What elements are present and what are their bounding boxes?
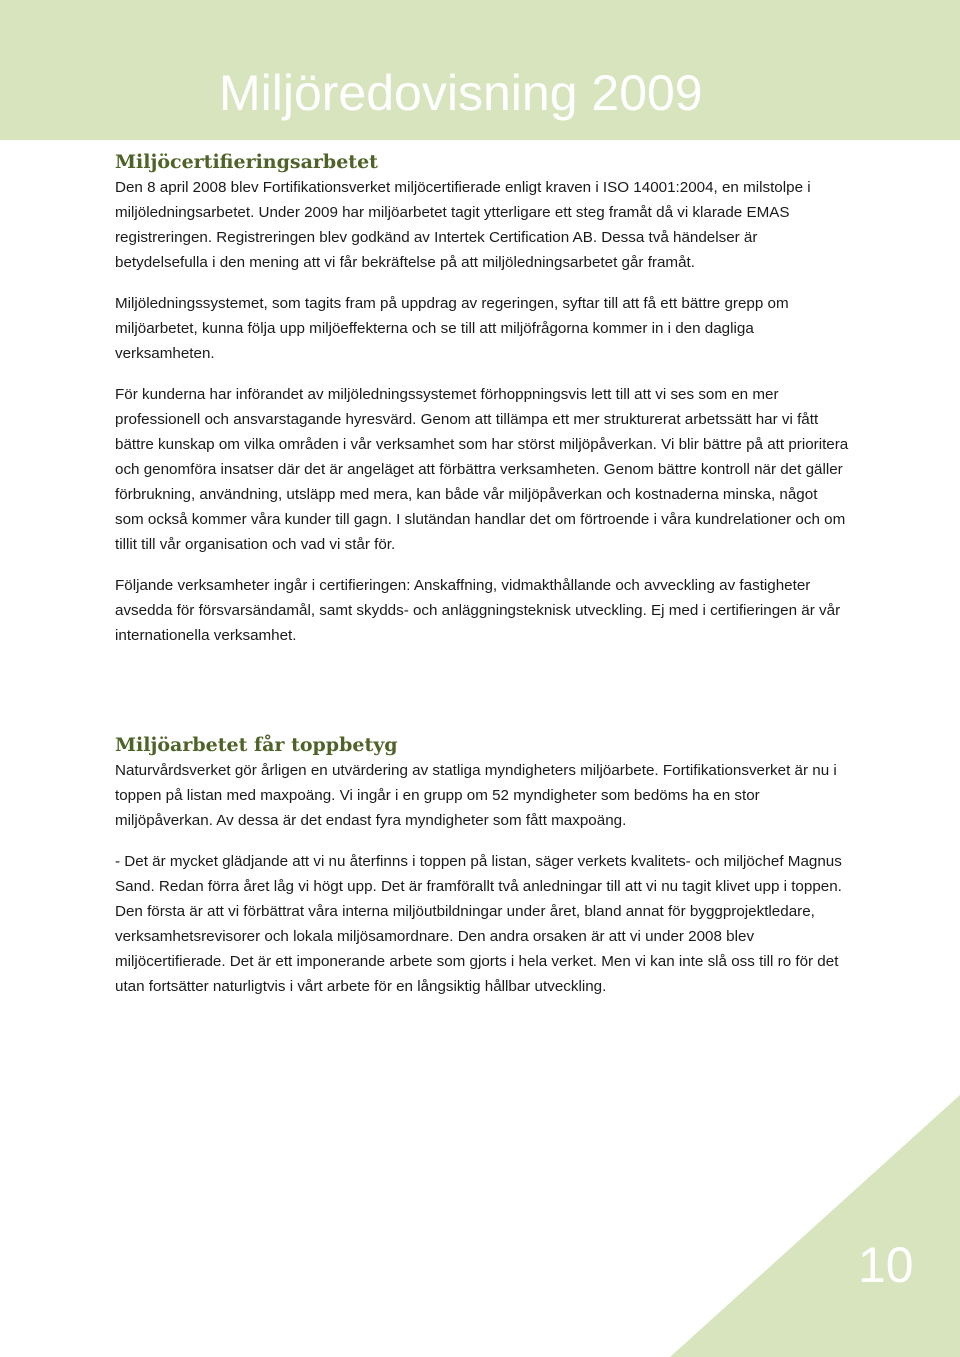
section-top-rating bbox=[115, 732, 850, 999]
page-title: Miljöredovisning 2009 bbox=[219, 65, 703, 121]
section-certification bbox=[115, 149, 850, 648]
section-heading: Miljöcertifieringsarbetet bbox=[115, 151, 378, 173]
section-heading: Miljöarbetet får toppbetyg bbox=[115, 734, 398, 756]
paragraph: Naturvårdsverket gör årligen en utvärdering av statliga myndigheters miljöarbete. Fortifikationsverket är nu i toppen på listan med maxpoäng. Vi ingår i en grupp om 52 myndigheter som bedöms ha en stor miljöpåverkan. Av dessa är det endast fyra myndigheter som fått maxpoäng. bbox=[115, 762, 837, 829]
paragraph: Miljöledningssystemet, som tagits fram på uppdrag av regeringen, syftar till att få ett bättre grepp om miljöarbetet, kunna följa upp miljöeffekterna och se till att miljöfrågorna kommer in i den dagliga verksamheten. bbox=[115, 295, 789, 362]
paragraph: - Det är mycket glädjande att vi nu återfinns i toppen på listan, säger verkets kvalitets- och miljöchef Magnus Sand. Redan förra året låg vi högt upp. Det är framförallt två anledningar till att vi nu tagit klivet upp i toppen. Den första är att vi förbättrat våra interna miljöutbildningar under året, bland annat för byggprojektledare, verksamhetsrevisorer och lokala miljösamordnare. Den andra orsaken är att vi under 2008 blev miljöcertifierade. Det är ett imponerande arbete som gjorts i hela verket. Men vi kan inte slå oss till ro för det utan fortsätter naturligtvis i vårt arbete för en långsiktig hållbar utveckling. bbox=[115, 853, 842, 995]
paragraph: Följande verksamheter ingår i certifieringen: Anskaffning, vidmakthållande och avveckling av fastigheter avsedda för försvarsändamål, samt skydds- och anläggningsteknisk utveckling. Ej med i certifieringen är vår internationella verksamhet. bbox=[115, 577, 841, 644]
paragraph: Den 8 april 2008 blev Fortifikationsverket miljöcertifierade enligt kraven i ISO 14001:2004, en milstolpe i miljöledningsarbetet. Under 2009 har miljöarbetet tagit ytterligare ett steg framåt då vi klarade EMAS registreringen. Registreringen blev godkänd av Intertek Certification AB. Dessa två händelser är betydelsefulla i den mening att vi får bekräftelse på att miljöledningsarbetet går framåt. bbox=[115, 179, 811, 271]
corner-triangle bbox=[670, 1095, 960, 1357]
page-number: 10 bbox=[858, 1237, 914, 1293]
paragraph: För kunderna har införandet av miljöledningssystemet förhoppningsvis lett till att vi ses som en mer professionell och ansvarstagande hyresvärd. Genom att tillämpa ett mer strukturerat arbetssätt har vi fått bättre kunskap om vilka områden i vår verksamhet som har störst miljöpåverkan. Vi blir bättre på att prioritera och genomföra insatser där det är angeläget att förbättra verksamheten. Genom bättre kontroll när det gäller förbrukning, användning, utsläpp med mera, kan både vår miljöpåverkan och kostnaderna minska, något som också kommer våra kunder till gagn. I slutändan handlar det om förtroende i våra kundrelationer och om tillit till vår organisation och vad vi står för. bbox=[115, 386, 849, 553]
